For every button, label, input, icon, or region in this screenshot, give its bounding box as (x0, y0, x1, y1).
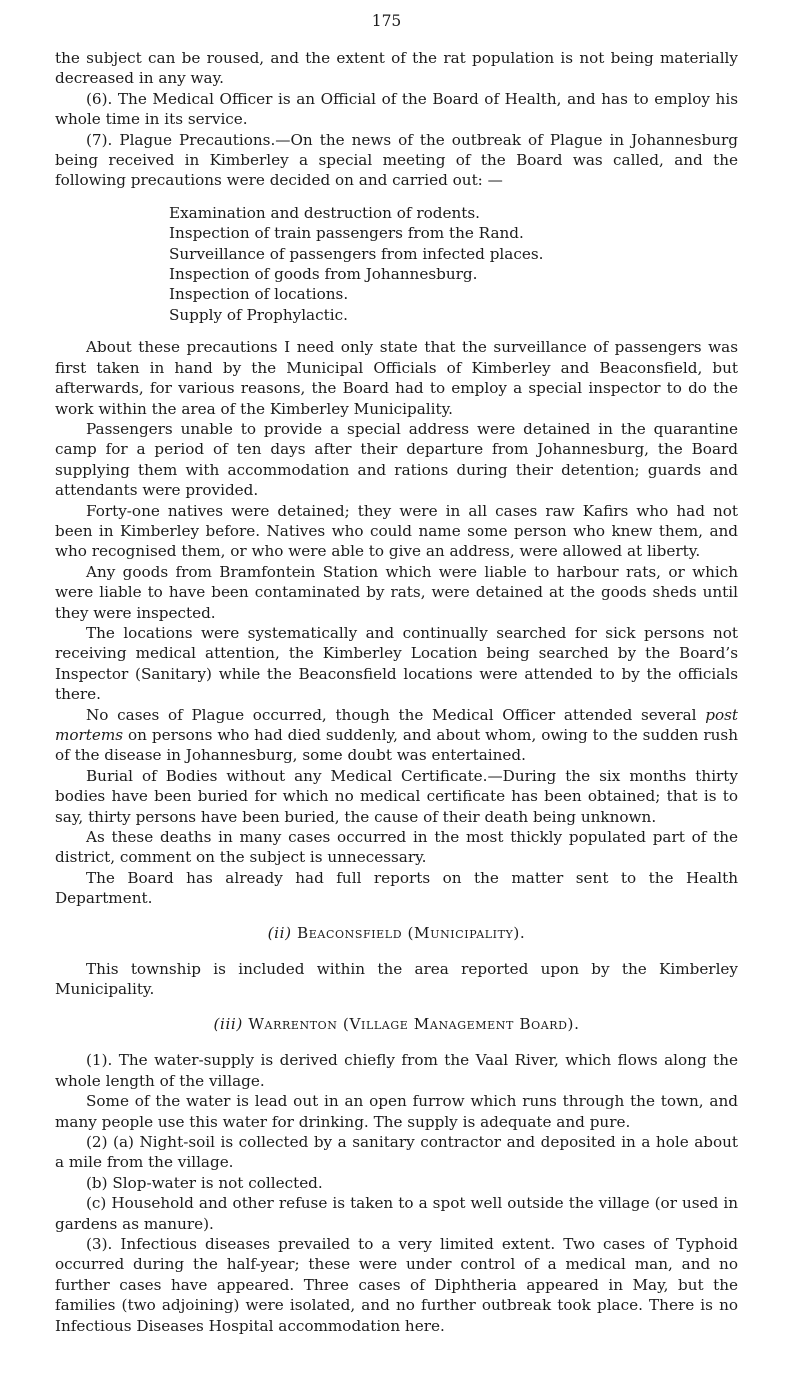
paragraph-goods: Any goods from Bramfontein Station which were liable to harbour rats, or which were liable to have been contaminated by rats, were detained at the goods sheds until they were inspected. (55, 562, 738, 622)
paragraph-medical-officer: (6). The Medical Officer is an Official of the Board of Health, and has to employ his whole time in its service. (55, 89, 738, 129)
list-item: Inspection of goods from Johannesburg. (169, 265, 478, 284)
list-item: Inspection of locations. (169, 285, 349, 304)
paragraph-plague-precautions: (7). Plague Precautions.—On the news of the outbreak of Plague in Johannesburg being received in Kimberley a special meeting of the Board was called, and the following precautions were decided on and carried out: — (55, 130, 738, 190)
paragraph-deaths: As these deaths in many cases occurred in the most thickly populated part of the district, comment on the subject is unnecessary. (55, 828, 738, 867)
paragraph-natives: Forty-one natives were detained; they were in all cases raw Kafirs who had not been in Kimberley before. Natives who could name some person who knew them, and who recognised them, or who were able to give an address, were allowed at liberty. (55, 501, 738, 561)
page-number: 175 (371, 12, 402, 30)
list-item: Surveillance of passengers from infected places. (169, 244, 544, 263)
paragraph-surveillance: About these precautions I need only state that the surveillance of passengers was first taken in hand by the Municipal Officials of Kimberley and Beaconsfield, but afterwards, for various reasons, the Board had to employ a special inspector to do the work within the area of the Kimberley Municipality. (55, 338, 738, 418)
paragraph-refuse: (c) Household and other refuse is taken to a spot well outside the village (or used in gardens as manure). (55, 1194, 738, 1233)
paragraph-furrow: Some of the water is lead out in an open furrow which runs through the town, and many people use this water for drinking. The supply is adequate and pure. (55, 1092, 738, 1131)
paragraph-burial: Burial of Bodies without any Medical Certificate.—During the six months thirty bodies have been buried for which no medical certificate has been obtained; that is to say, thirty persons have been buried, the cause of their death being unknown. (55, 766, 738, 826)
text-run: on persons who had died suddenly, and about whom, owing to the sudden rush of the disease in Johannesburg, some doubt was entertained. (55, 726, 738, 765)
paragraph-reports: The Board has already had full reports on the matter sent to the Health Department. (55, 868, 738, 908)
paragraph-locations: The locations were systematically and continually searched for sick persons not receiving medical attention, the Kimberley Location being searched by the Board’s Inspector (Sanitary) while the Beaconsfield locations were attended to by the officials there. (55, 623, 738, 704)
section-heading-beaconsfield (55, 923, 738, 943)
paragraph-infectious-diseases: (3). Infectious diseases prevailed to a very limited extent. Two cases of Typhoid occurred during the half-year; these were under control of a medical man, and no further cases have appeared. Three cases of Diphtheria appeared in May, but the families (two adjoining) were isolated, and no further outbreak took place. There is no Infectious Diseases Hospital accommodation here. (55, 1234, 738, 1335)
paragraph-continuation: the subject can be roused, and the extent of the rat population is not being materially decreased in any way. (55, 49, 738, 88)
list-item: Supply of Prophylactic. (169, 305, 348, 324)
paragraph-no-cases (55, 705, 738, 766)
paragraph-water-supply: (1). The water-supply is derived chiefly from the Vaal River, which flows along the whole length of the village. (55, 1051, 738, 1090)
paragraph-township: This township is included within the area reported upon by the Kimberley Municipality. (55, 960, 738, 999)
paragraph-quarantine: Passengers unable to provide a special address were detained in the quarantine camp for a period of ten days after their departure from Johannesburg, the Board supplying them with accommodation and rations during their detention; guards and attendants were provided. (55, 419, 738, 500)
italic-text: post mortems (55, 705, 738, 744)
section-numeral: (ii) (267, 923, 292, 942)
section-title: Beaconsfield (Municipality). (297, 923, 526, 942)
list-item: Examination and destruction of rodents. (169, 203, 480, 222)
text-run: No cases of Plague occurred, though the Medical Officer attended several (86, 705, 706, 724)
section-numeral: (iii) (213, 1014, 243, 1033)
paragraph-night-soil: (2) (a) Night-soil is collected by a sanitary contractor and deposited in a hole about a mile from the village. (55, 1132, 738, 1172)
list-item: Inspection of train passengers from the Rand. (169, 224, 524, 243)
paragraph-slop-water: (b) Slop-water is not collected. (86, 1173, 323, 1192)
precautions-list (55, 203, 738, 325)
section-heading-warrenton (55, 1014, 738, 1034)
section-title: Warrenton (Village Management Board). (248, 1014, 580, 1033)
